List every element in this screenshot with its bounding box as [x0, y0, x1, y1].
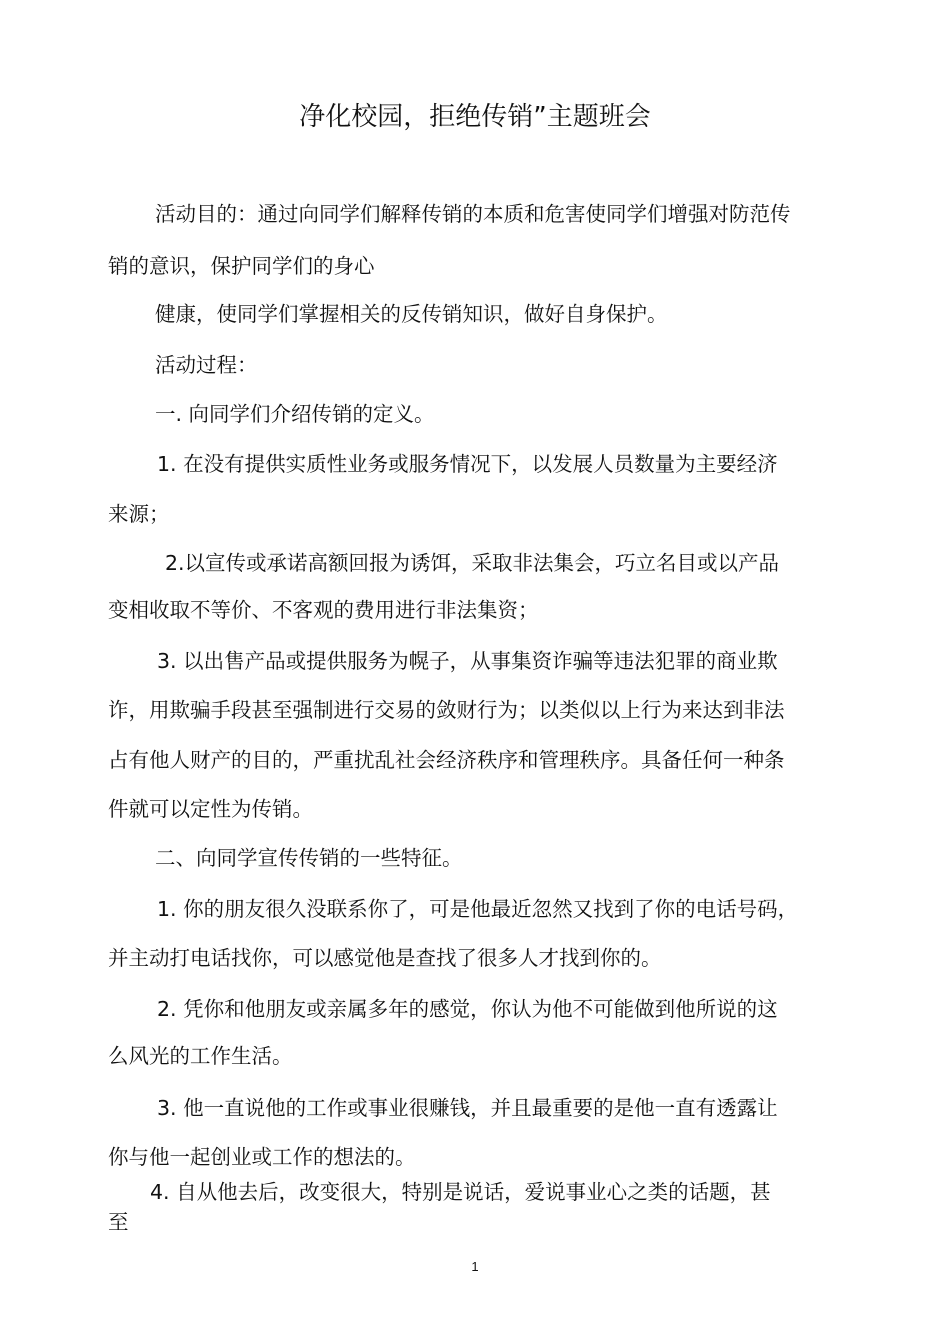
feature-item-2-line-1: 2. 凭你和他朋友或亲属多年的感觉，你认为他不可能做到他所说的这: [157, 997, 778, 1021]
purpose-line-2: 销的意识，保护同学们的身心: [108, 254, 375, 278]
section-one-heading: 一. 向同学们介绍传销的定义。: [155, 402, 435, 426]
feature-item-3-line-2: 你与他一起创业或工作的想法的。: [108, 1145, 416, 1169]
feature-item-2-line-2: 么风光的工作生活。: [108, 1044, 293, 1068]
page-number: 1: [471, 1259, 479, 1274]
definition-item-3-line-2: 诈，用欺骗手段甚至强制进行交易的敛财行为；以类似以上行为来达到非法: [108, 698, 785, 722]
definition-item-1-line-1: 1. 在没有提供实质性业务或服务情况下，以发展人员数量为主要经济: [157, 452, 778, 476]
feature-item-3-line-1: 3. 他一直说他的工作或事业很赚钱，并且最重要的是他一直有透露让: [157, 1096, 778, 1120]
definition-item-3-line-1: 3. 以出售产品或提供服务为幌子，从事集资诈骗等违法犯罪的商业欺: [157, 649, 778, 673]
definition-item-3-line-4: 件就可以定性为传销。: [108, 797, 313, 821]
section-two-heading: 二、向同学宣传传销的一些特征。: [155, 846, 463, 870]
definition-item-1-line-2: 来源；: [108, 502, 170, 526]
process-heading: 活动过程：: [155, 353, 258, 377]
feature-item-1-line-1: 1. 你的朋友很久没联系你了，可是他最近忽然又找到了你的电话号码，: [157, 897, 799, 921]
feature-item-1-line-2: 并主动打电话找你，可以感觉他是查找了很多人才找到你的。: [108, 946, 662, 970]
definition-item-2-line-2: 变相收取不等价、不客观的费用进行非法集资；: [108, 598, 539, 622]
purpose-line-1: 活动目的：通过向同学们解释传销的本质和危害使同学们增强对防范传: [155, 202, 791, 226]
purpose-line-3: 健康，使同学们掌握相关的反传销知识，做好自身保护。: [155, 302, 668, 326]
definition-item-3-line-3: 占有他人财产的目的，严重扰乱社会经济秩序和管理秩序。具备任何一种条: [108, 748, 785, 772]
feature-item-4-line-1: 4. 自从他去后，改变很大，特别是说话，爱说事业心之类的话题，甚: [150, 1180, 771, 1204]
definition-item-2-line-1: 2.以宣传或承诺高额回报为诱饵，采取非法集会，巧立名目或以产品: [165, 551, 780, 575]
feature-item-4-line-2: 至: [108, 1210, 129, 1234]
document-title: 净化校园，拒绝传销”主题班会: [299, 102, 651, 132]
